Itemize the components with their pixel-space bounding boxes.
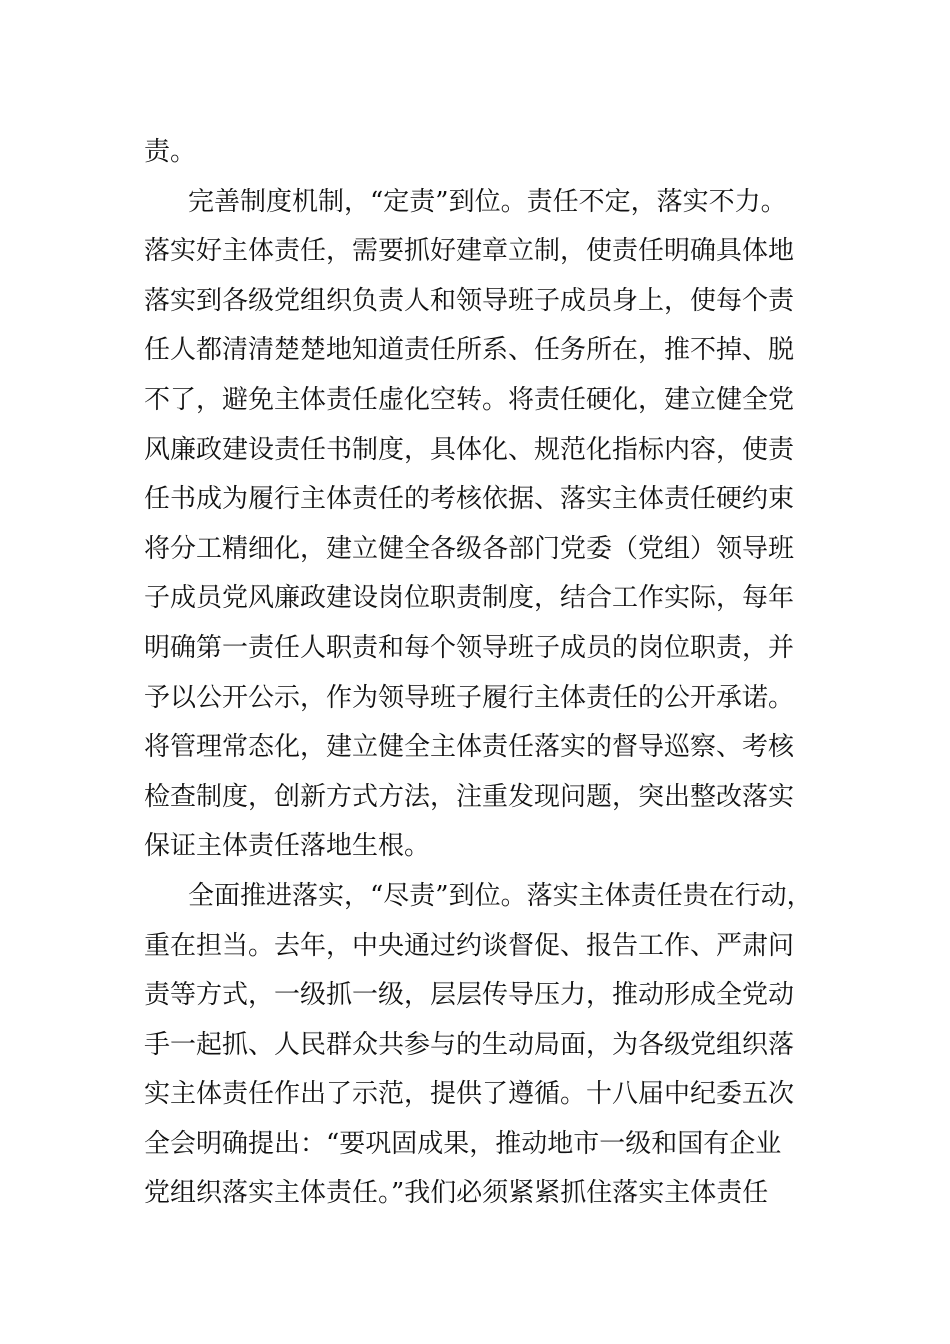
text-line: 明确第一责任人职责和每个领导班子成员的岗位职责，并 — [144, 632, 795, 663]
text-line: 落实到各级党组织负责人和领导班子成员身上，使每个责 — [144, 285, 795, 316]
text-line: 责等方式，一级抓一级，层层传导压力，推动形成全党动 — [144, 980, 795, 1011]
text-line: 重在担当。去年，中央通过约谈督促、报告工作、严肃问 — [144, 930, 795, 961]
text-line: 子成员党风廉政建设岗位职责制度，结合工作实际，每年 — [144, 583, 795, 614]
text-line: 予以公开公示，作为领导班子履行主体责任的公开承诺。 — [144, 682, 795, 713]
text-line: 落实好主体责任，需要抓好建章立制，使责任明确具体地 — [144, 236, 795, 267]
paragraph-start-line: 全面推进落实，“尽责”到位。落实主体责任贵在行动， — [188, 880, 813, 911]
text-line: 实主体责任作出了示范，提供了遵循。十八届中纪委五次 — [144, 1079, 795, 1110]
text-line: 责。 — [144, 137, 197, 167]
text-line: 党组织落实主体责任。”我们必须紧紧抓住落实主体责任 — [144, 1178, 769, 1209]
text-line: 将分工精细化，建立健全各级各部门党委（党组）领导班 — [144, 533, 795, 564]
text-line: 手一起抓、人民群众共参与的生动局面，为各级党组织落 — [144, 1029, 795, 1060]
text-line: 全会明确提出：“要巩固成果，推动地市一级和国有企业 — [144, 1128, 782, 1159]
text-line: 风廉政建设责任书制度，具体化、规范化指标内容，使责 — [144, 434, 795, 465]
text-line: 任书成为履行主体责任的考核依据、落实主体责任硬约束 — [144, 484, 795, 515]
text-line: 检查制度，创新方式方法，注重发现问题，突出整改落实 — [144, 781, 795, 812]
text-line: 不了，避免主体责任虚化空转。将责任硬化，建立健全党 — [144, 384, 795, 415]
body-text — [144, 128, 844, 1219]
text-line: 将管理常态化，建立健全主体责任落实的督导巡察、考核 — [144, 732, 795, 763]
text-line: 保证主体责任落地生根。 — [144, 831, 431, 862]
paragraph-start-line: 完善制度机制，“定责”到位。责任不定，落实不力。 — [188, 186, 787, 217]
text-line: 任人都清清楚楚地知道责任所系、任务所在，推不掉、脱 — [144, 335, 795, 366]
